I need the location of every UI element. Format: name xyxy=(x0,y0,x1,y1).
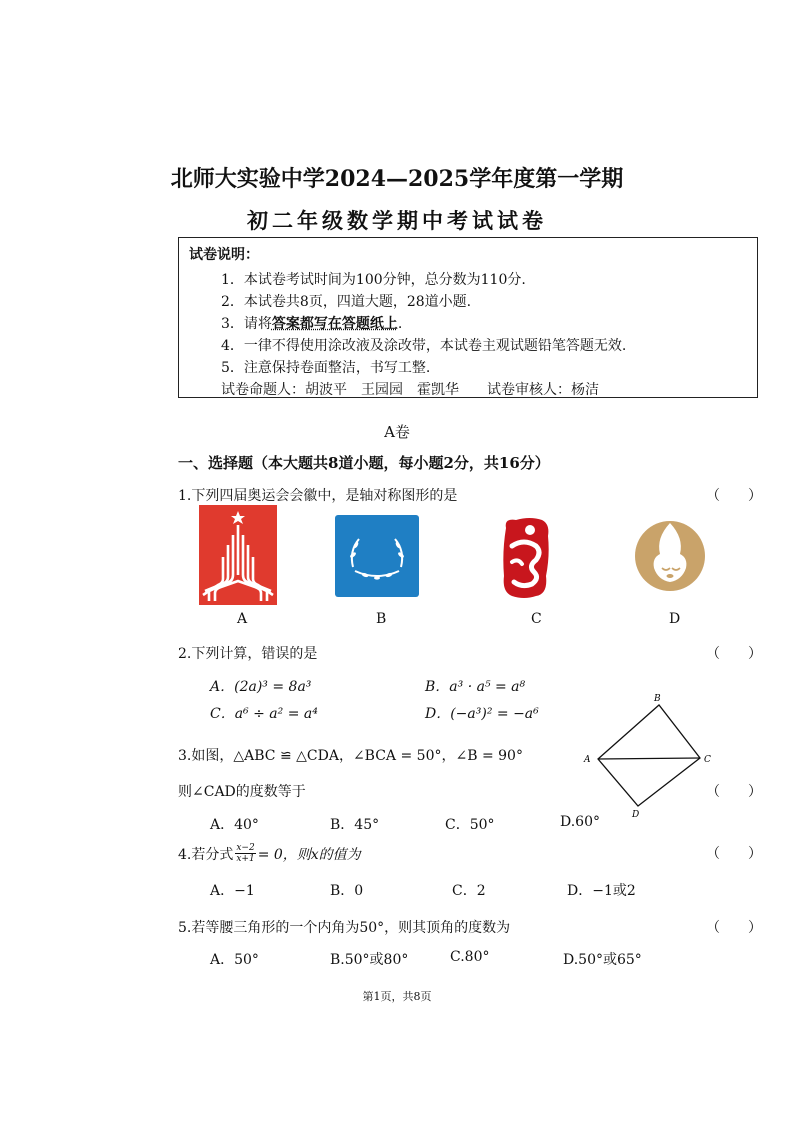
section-heading: 一、选择题（本大题共8道小题，每小题2分，共16分） xyxy=(178,454,550,472)
moscow-olympic-logo xyxy=(199,505,277,605)
q2-option-c: C．a⁶ ÷ a² = a⁴ xyxy=(210,706,318,722)
q4-option-a: A．−1 xyxy=(210,883,255,899)
q1-option-c: C xyxy=(531,611,542,627)
vertex-a-label: A xyxy=(584,755,591,765)
q4-stem xyxy=(178,843,361,864)
instruction-3 xyxy=(221,313,402,333)
q4-stem-post: = 0，则x的值为 xyxy=(257,846,361,863)
q3-answer-paren: （ ） xyxy=(706,784,762,800)
q4-denominator: x+1 xyxy=(236,854,255,864)
exam-title: 北师大实验中学2024—2025学年度第一学期 xyxy=(170,166,624,192)
q1-option-a: A xyxy=(237,611,248,627)
q5-option-b: B.50°或80° xyxy=(330,952,409,968)
vertex-d-label: D xyxy=(632,810,640,820)
athens-olympic-logo xyxy=(335,515,419,597)
instruction-3-tail: . xyxy=(397,316,403,332)
instruction-4: 4．一律不得使用涂改液及涂改带，本试卷主观试题铅笔答题无效. xyxy=(221,338,627,354)
q4-option-d: D．−1或2 xyxy=(567,883,636,899)
q3-option-a: A．40° xyxy=(210,817,259,833)
q2-answer-paren: （ ） xyxy=(706,646,762,662)
q3-stem: 3.如图，△ABC ≌ △CDA，∠BCA = 50°，∠B = 90° xyxy=(178,748,523,764)
q3-stem-line2: 则∠CAD的度数等于 xyxy=(178,784,306,800)
vertex-c-label: C xyxy=(704,755,711,765)
q4-option-b: B．0 xyxy=(330,883,364,899)
q4-fraction xyxy=(235,843,255,864)
q1-option-b: B xyxy=(376,611,387,627)
instruction-1: 1．本试卷考试时间为100分钟，总分数为110分. xyxy=(221,272,526,288)
q5-option-d: D.50°或65° xyxy=(563,952,642,968)
q3-option-d: D.60° xyxy=(560,814,600,830)
page-footer: 第1页，共8页 xyxy=(362,990,432,1003)
instruction-3-text: 3．请将 xyxy=(221,316,272,332)
q3-quadrilateral-figure xyxy=(580,690,720,820)
q5-answer-paren: （ ） xyxy=(706,920,762,936)
instruction-3-emphasis: 答案都写在答题纸上 xyxy=(271,316,398,332)
beijing-olympic-logo xyxy=(500,516,552,600)
exam-authors: 试卷命题人：胡波平 王园园 霍凯华 试卷审核人：杨洁 xyxy=(221,382,599,398)
q5-stem: 5.若等腰三角形的一个内角为50°，则其顶角的度数为 xyxy=(178,920,511,936)
instructions-heading: 试卷说明： xyxy=(189,247,259,263)
q3-option-c: C．50° xyxy=(445,817,495,833)
q1-answer-paren: （ ） xyxy=(706,488,762,504)
q4-stem-pre: 4.若分式 xyxy=(178,846,234,863)
q4-option-c: C．2 xyxy=(452,883,486,899)
q2-stem: 2.下列计算，错误的是 xyxy=(178,646,318,662)
paris-olympic-logo xyxy=(634,518,706,594)
q2-option-d: D．(−a³)² = −a⁶ xyxy=(425,706,539,722)
q4-numerator: x−2 xyxy=(236,843,255,853)
q5-option-a: A．50° xyxy=(210,952,259,968)
q1-stem: 1.下列四届奥运会会徽中，是轴对称图形的是 xyxy=(178,488,458,504)
instruction-2: 2．本试卷共8页，四道大题，28道小题. xyxy=(221,294,472,310)
exam-subtitle: 初二年级数学期中考试试卷 xyxy=(247,208,547,233)
exam-instructions-box xyxy=(178,237,758,398)
q5-option-c: C.80° xyxy=(450,949,490,965)
q1-option-d: D xyxy=(669,611,681,627)
q3-option-b: B．45° xyxy=(330,817,380,833)
q2-option-b: B．a³ · a⁵ = a⁸ xyxy=(425,679,526,695)
instruction-5: 5．注意保持卷面整洁，书写工整. xyxy=(221,360,431,376)
section-a-label: A卷 xyxy=(384,423,410,441)
q4-answer-paren: （ ） xyxy=(706,846,762,862)
q2-option-a: A．(2a)³ = 8a³ xyxy=(210,679,312,695)
vertex-b-label: B xyxy=(654,694,661,704)
